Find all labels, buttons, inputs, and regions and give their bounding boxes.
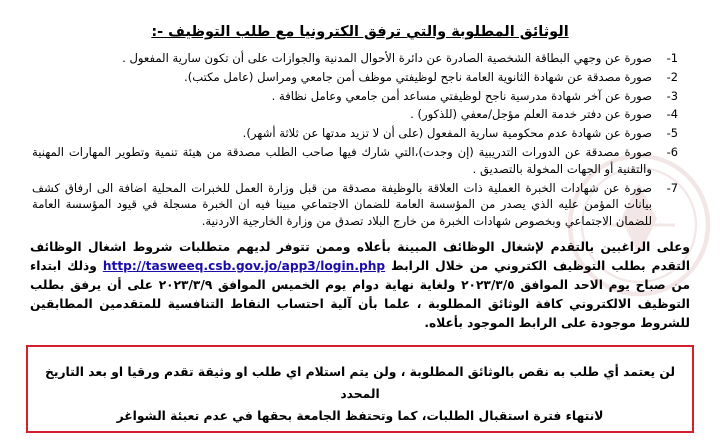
list-item-number: 5- xyxy=(666,126,678,141)
instructions-text-after-link: وذلك ابتداء من صباح يوم الاحد الموافق ٢٠٢٣/٣/٥ ولغاية نهاية دوام يوم الخميس الموافق ٢٠٢٣/٣/٩ على أن يرفق بطلب التوظيف الالكتروني كافة الوثائق المطلوبة ، علما بأن آلية احتساب النقاط التنافسية للمتقدمين المطابقين للشروط موجودة على الرابط الموجود بأعلاه. xyxy=(30,258,690,330)
list-item-text: صورة عن دفتر خدمة العلم مؤجل/معفي (للذكور) . xyxy=(410,107,652,122)
list-item xyxy=(32,88,678,105)
list-item-number: 2- xyxy=(666,69,678,84)
list-item xyxy=(32,106,678,123)
list-item-text: صورة عن آخر شهادة مدرسية ناجح لوظيفتي مساعد أمن جامعي وعامل نظافة . xyxy=(271,88,652,103)
requirements-list xyxy=(26,50,694,230)
list-item-number: 4- xyxy=(666,107,678,122)
list-item-text: صورة عن وجهي البطاقة الشخصية الصادرة عن دائرة الأحوال المدنية والجوازات على أن تكون سارية المفعول . xyxy=(122,51,652,65)
list-item-text: صورة مصدقة عن الدورات التدريبية (إن وجدت)،التي شارك فيها صاحب الطلب مصدقة من هيئة تنمية وتطوير المهارات المهنية والتقنية أو الجهات المخولة بالتصديق . xyxy=(32,144,652,176)
list-item-number: 1- xyxy=(666,51,678,65)
list-item xyxy=(32,144,678,178)
list-item-text: صورة عن شهادة عدم محكومية سارية المفعول (على أن لا تزيد مدتها عن ثلاثة أشهر). xyxy=(242,126,652,141)
list-item xyxy=(32,50,678,67)
notice-line-2: لانتهاء فترة استقبال الطلبات، كما وتحتفظ الجامعة بحقها في عدم تعبئة الشواغر xyxy=(116,409,604,424)
list-item-text: صورة عن شهادات الخبرة العملية ذات العلاقة بالوظيفة مصدقة من قبل وزارة العمل للخبرات المحلية اضافة الى ارفاق كشف بيانات المؤمن عليه الذي يصدر من المؤسسة العامة للضمان الاجتماعي مبينا فيه ان الخبرة مسجلة في قيود المؤسسة العامة للضمان الاجتماعي وبخصوص شهادات الخبرة من خارج البلاد تصدق من وزارة الخارجية الاردنية. xyxy=(32,180,652,229)
warning-notice-box xyxy=(26,345,694,433)
registration-link[interactable]: http://tasweeq.csb.gov.jo/app3/login.php xyxy=(102,258,386,273)
page-title: الوثائق المطلوبة والتي ترفق الكترونيا مع طلب التوظيف -: xyxy=(151,24,569,40)
list-item-number: 3- xyxy=(666,88,678,103)
notice-line-1: لن يعتمد أي طلب به نقص بالوثائق المطلوبة ، ولن يتم استلام اي طلب او وثيقة تقدم ورقيا او بعد التاريخ المحدد xyxy=(44,365,676,402)
application-instructions-paragraph xyxy=(26,238,694,333)
list-item-number: 6- xyxy=(666,144,678,159)
list-item-number: 7- xyxy=(666,180,678,195)
list-item-text: صورة مصدقة عن شهادة الثانوية العامة ناجح لوظيفتي موظف أمن جامعي ومراسل (عامل مكتب). xyxy=(184,69,652,84)
list-item xyxy=(32,180,678,230)
list-item xyxy=(32,125,678,142)
instructions-text-before-link: وعلى الراغبين بالتقدم لإشغال الوظائف المبينة بأعلاه وممن تتوفر لديهم متطلبات شروط اشغال الوظائف التقدم بطلب التوظيف الكتروني من خلال الرابط xyxy=(30,239,691,273)
list-item xyxy=(32,69,678,86)
